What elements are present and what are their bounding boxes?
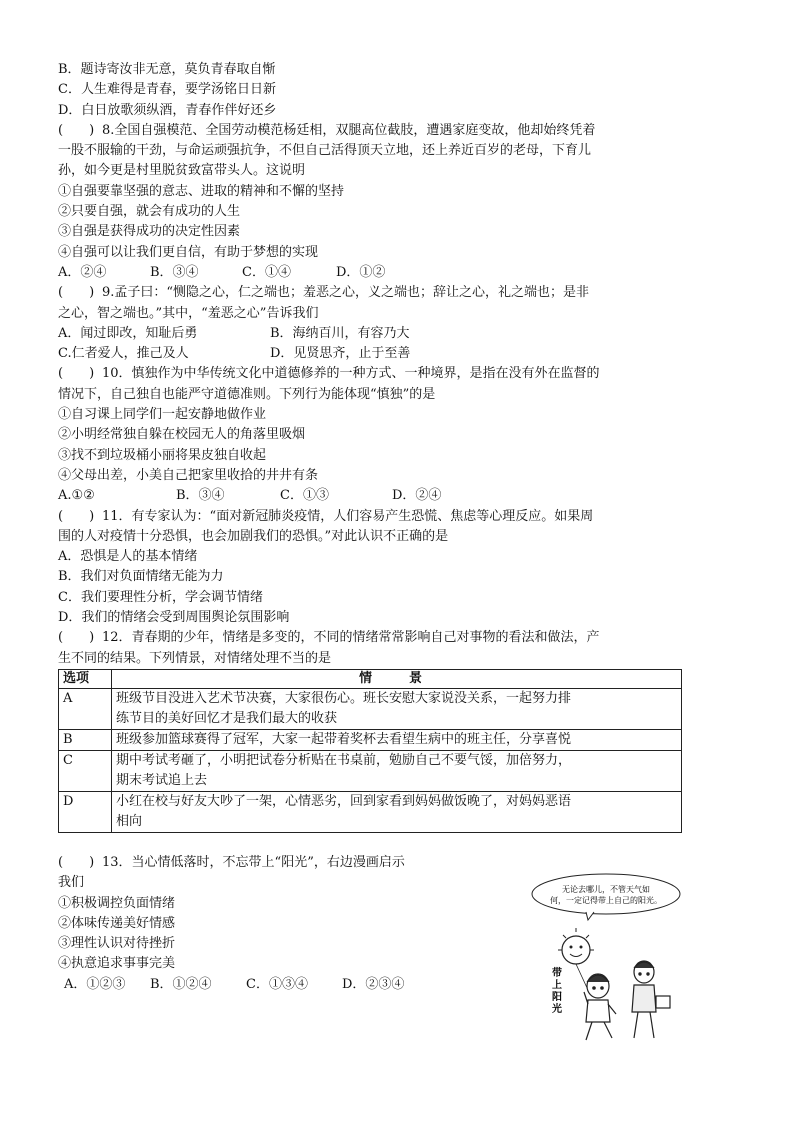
q8-choice-d[interactable]: D．①② xyxy=(336,264,386,280)
q13-item-1: ①积极调控负面情绪 xyxy=(58,895,176,911)
q8-stem-line-2: 一股不服输的干劲，与命运顽强抗争，不但自己活得顶天立地，还上养近百岁的老母，下育儿 xyxy=(58,143,592,159)
bubble-line-1: 无论去哪儿，不管天气如 xyxy=(562,885,650,894)
q13-answer-paren[interactable]: ( ) xyxy=(58,854,95,870)
row-b-option[interactable]: B xyxy=(59,729,112,750)
cartoon-drawing xyxy=(526,872,686,1048)
q7-option-c: C．人生难得是青春，要学汤铭日日新 xyxy=(58,82,276,98)
q11-option-c[interactable]: C．我们要理性分析，学会调节情绪 xyxy=(58,589,263,605)
q10-stem-line-2: 情况下，自己独自也能严守道德准则。下列行为能体现“慎独”的是 xyxy=(58,386,436,402)
scenario-line: 小红在校与好友大吵了一架，心情恶劣，回到家看到妈妈做饭晚了，对妈妈恶语 xyxy=(116,793,572,809)
table-row xyxy=(59,750,682,791)
q10-stem-line-1 xyxy=(58,364,728,384)
balloon-string xyxy=(576,964,588,990)
q8-choices xyxy=(58,263,728,283)
table-header-row xyxy=(59,669,682,688)
table-row xyxy=(59,791,682,832)
q9-choice-a[interactable]: A．闻过即改，知耻后勇 xyxy=(58,325,198,341)
scenario-line: 班级节目没进入艺术节决赛，大家很伤心。班长安慰大家说没关系，一起努力排 xyxy=(116,690,572,706)
boy-figure xyxy=(584,974,616,1040)
exam-page xyxy=(58,60,728,995)
q10-item-4: ④父母出差，小美自己把家里收拾的井井有条 xyxy=(58,467,319,483)
q10-item-2: ②小明经常独自躲在校园无人的角落里吸烟 xyxy=(58,427,306,443)
table-row xyxy=(59,688,682,729)
briefcase-icon xyxy=(656,996,670,1008)
q9-choice-c[interactable]: C.仁者爱人，推己及人 xyxy=(58,346,189,362)
scenario-line: 相向 xyxy=(116,813,143,829)
q8-item-3: ③自强是获得成功的决定性因素 xyxy=(58,224,241,240)
bubble-tail xyxy=(586,912,594,920)
row-a-option[interactable]: A xyxy=(59,688,112,729)
row-a-scenario xyxy=(112,688,682,729)
row-c-option[interactable]: C xyxy=(59,750,112,791)
q10-item-3: ③找不到垃圾桶小丽将果皮独自收起 xyxy=(58,447,267,463)
q8-item-2: ②只要自强，就会有成功的人生 xyxy=(58,204,241,220)
q13-choice-c[interactable]: C．①③④ xyxy=(246,976,308,992)
header-option: 选项 xyxy=(59,669,112,688)
smiling-sun-icon xyxy=(562,936,590,964)
q9-answer-paren[interactable]: ( ) xyxy=(58,285,95,301)
table-row xyxy=(59,729,682,750)
q13-item-4: ④执意追求事事完美 xyxy=(58,956,176,972)
q10-item-1: ①自习课上同学们一起安静地做作业 xyxy=(58,407,267,423)
row-c-scenario xyxy=(112,750,682,791)
scenario-line: 班级参加篮球赛得了冠军，大家一起带着奖杯去看望生病中的班主任，分享喜悦 xyxy=(116,731,572,747)
q10-stem-text: 10．慎独作为中华传统文化中道德修养的一种方式、一种境界，是指在没有外在监督的 xyxy=(102,366,600,382)
q11-stem-line-1 xyxy=(58,507,728,527)
q12-stem-line-1 xyxy=(58,628,728,648)
q9-choice-d[interactable]: D．见贤思齐，止于至善 xyxy=(270,346,411,362)
q10-choice-b[interactable]: B．③④ xyxy=(176,488,225,504)
q11-stem-line-2: 围的人对疫情十分恐惧，也会加剧我们的恐惧。”对此认识不正确的是 xyxy=(58,528,449,544)
vertical-char-3: 阳 xyxy=(552,992,562,1003)
q12-answer-paren[interactable]: ( ) xyxy=(58,630,95,646)
q12-scenario-table xyxy=(58,669,682,833)
man-figure xyxy=(632,961,670,1038)
q12-stem-text: 12．青春期的少年，情绪是多变的，不同的情绪常常影响自己对事物的看法和做法，产 xyxy=(102,630,600,646)
q9-choices-row-1 xyxy=(58,324,728,344)
q11-answer-paren[interactable]: ( ) xyxy=(58,508,95,524)
scenario-line: 期中考试考砸了，小明把试卷分析贴在书桌前，勉励自己不要气馁，加倍努力， xyxy=(116,752,572,768)
q8-item-4: ④自强可以让我们更自信，有助于梦想的实现 xyxy=(58,244,319,260)
bubble-line-2: 何，一定记得带上自己的阳光。 xyxy=(550,896,662,905)
q8-choice-b[interactable]: B．③④ xyxy=(150,264,199,280)
q11-option-a[interactable]: A．恐惧是人的基本情绪 xyxy=(58,549,198,565)
q8-stem-line-1 xyxy=(58,121,728,141)
speech-bubble xyxy=(532,874,680,914)
q9-choices-row-2 xyxy=(58,344,728,364)
scenario-line: 练节目的美好回忆才是我们最大的收获 xyxy=(116,710,338,726)
q8-stem-text: 8.全国自强模范、全国劳动模范杨廷相，双腿高位截肢，遭遇家庭变故，他却始终凭着 xyxy=(102,122,596,138)
q12-stem-line-2: 生不同的结果。下列情景，对情绪处理不当的是 xyxy=(58,650,332,666)
row-b-scenario xyxy=(112,729,682,750)
q13-choice-a[interactable]: A．①②③ xyxy=(64,976,126,992)
q13-stem-line-2: 我们 xyxy=(58,875,85,891)
q13-choice-b[interactable]: B．①②④ xyxy=(150,976,212,992)
q10-choice-c[interactable]: C．①③ xyxy=(280,488,329,504)
vertical-char-2: 上 xyxy=(552,980,562,991)
q9-choice-b[interactable]: B．海纳百川，有容乃大 xyxy=(270,325,410,341)
row-d-option[interactable]: D xyxy=(59,791,112,832)
q10-choice-a[interactable]: A.①② xyxy=(58,488,95,504)
q11-option-d[interactable]: D．我们的情绪会受到周围舆论氛围影响 xyxy=(58,610,290,626)
q11-stem-text: 11．有专家认为：“面对新冠肺炎疫情，人们容易产生恐慌、焦虑等心理反应。如果周 xyxy=(102,508,594,524)
q8-answer-paren[interactable]: ( ) xyxy=(58,122,95,138)
q9-stem-line-2: 之心，智之端也。”其中，“羞恶之心”告诉我们 xyxy=(58,305,319,321)
vertical-char-1: 带 xyxy=(552,968,562,979)
q8-choice-a[interactable]: A．②④ xyxy=(58,264,107,280)
q8-choice-c[interactable]: C．①④ xyxy=(242,264,291,280)
q13-item-2: ②体味传递美好情感 xyxy=(58,915,176,931)
sunshine-cartoon xyxy=(526,872,686,1048)
scenario-line: 期末考试追上去 xyxy=(116,772,208,788)
q13-stem-line-1 xyxy=(58,853,728,873)
q8-item-1: ①自强要靠坚强的意志、进取的精神和不懈的坚持 xyxy=(58,183,345,199)
vertical-char-4: 光 xyxy=(552,1004,562,1015)
q10-choice-d[interactable]: D．②④ xyxy=(392,488,442,504)
q13-stem-text: 13．当心情低落时，不忘带上“阳光”，右边漫画启示 xyxy=(102,854,405,870)
header-scenario: 情 景 xyxy=(112,669,682,688)
q10-choices xyxy=(58,486,728,506)
q7-option-b: B．题诗寄汝非无意，莫负青春取自惭 xyxy=(58,62,276,77)
q7-option-d: D．白日放歌须纵酒，青春作伴好还乡 xyxy=(58,102,277,118)
q9-stem-text: 9.孟子曰：“恻隐之心，仁之端也；羞恶之心，义之端也；辞让之心，礼之端也；是非 xyxy=(102,285,590,301)
q11-option-b[interactable]: B．我们对负面情绪无能为力 xyxy=(58,569,224,585)
q10-answer-paren[interactable]: ( ) xyxy=(58,366,95,382)
q8-stem-line-3: 孙，如今更是村里脱贫致富带头人。这说明 xyxy=(58,163,306,179)
q13-choice-d[interactable]: D．②③④ xyxy=(342,976,405,992)
q13-item-3: ③理性认识对待挫折 xyxy=(58,936,176,952)
q9-stem-line-1 xyxy=(58,283,728,303)
row-d-scenario xyxy=(112,791,682,832)
